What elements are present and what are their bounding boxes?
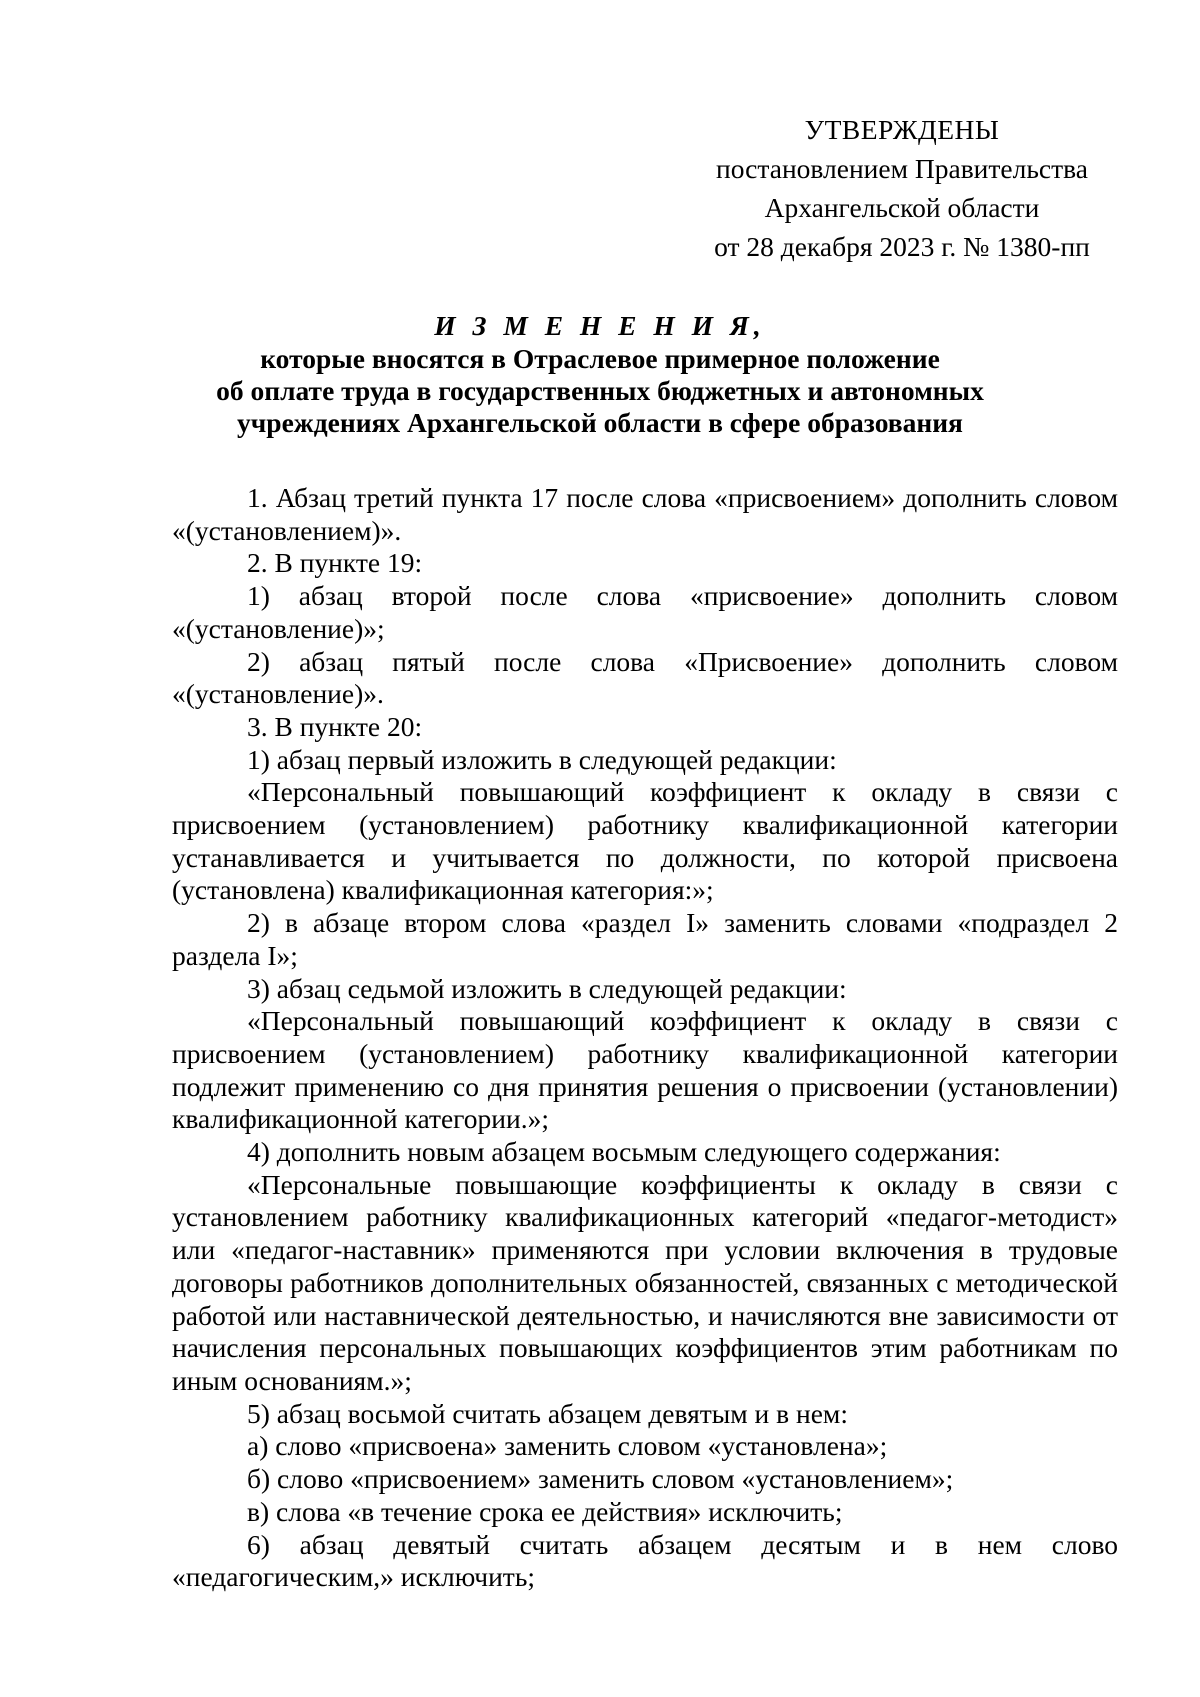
paragraph: а) слово «присвоена» заменить словом «установлена»; <box>247 1430 888 1462</box>
paragraph: 1. Абзац третий пункта 17 после слова «присвоением» дополнить словом «(установлением)». <box>172 482 1118 546</box>
paragraph: «Персональный повышающий коэффициент к окладу в связи с присвоением (установлением) работнику квалификационной категории устанавливается и учитывается по должности, по которой присвоена (установлена) квалификационная категория:»; <box>172 776 1118 906</box>
approval-authority: постановлением Правительства <box>716 153 1088 184</box>
approval-region: Архангельской области <box>764 192 1040 223</box>
paragraph: 5) абзац восьмой считать абзацем девятым и в нем: <box>247 1397 848 1429</box>
approval-stamp <box>682 110 1122 266</box>
paragraph: 3. В пункте 20: <box>247 710 423 742</box>
heading-line-1: которые вносятся в Отраслевое примерное положение <box>260 343 940 374</box>
paragraph: 6) абзац девятый считать абзацем десятым и в нем слово «педагогическим,» исключить; <box>172 1528 1118 1593</box>
paragraph: 2) абзац пятый после слова «Присвоение» дополнить словом «(установление)». <box>172 645 1118 710</box>
paragraph: 1) абзац первый изложить в следующей редакции: <box>247 743 837 775</box>
heading-line-3: учреждениях Архангельской области в сфере образования <box>237 407 963 438</box>
paragraph: в) слова «в течение срока ее действия» исключить; <box>247 1495 843 1527</box>
paragraph: 1) абзац второй после слова «присвоение» дополнить словом «(установление)»; <box>172 580 1118 644</box>
paragraph: «Персональные повышающие коэффициенты к окладу в связи с установлением работнику квалификационных категорий «педагог-методист» или «педагог-наставник» применяются при условии включения в трудовые договоры работников дополнительных обязанностей, связанных с методической работой или наставнической деятельностью, и начисляются вне зависимости от начисления персональных повышающих коэффициентов этим работникам по иным основаниям.»; <box>172 1168 1118 1396</box>
document-heading <box>150 310 1050 439</box>
paragraph: б) слово «присвоением» заменить словом «установлением»; <box>247 1463 954 1495</box>
heading-line-2: об оплате труда в государственных бюджетных и автономных <box>216 375 984 406</box>
paragraph: 2) в абзаце втором слова «раздел I» заменить словами «подраздел 2 раздела I»; <box>172 907 1118 971</box>
document-title: И З М Е Н Е Н И Я, <box>434 310 766 341</box>
approval-date-number: от 28 декабря 2023 г. № 1380-пп <box>714 231 1090 262</box>
paragraph: 3) абзац седьмой изложить в следующей редакции: <box>247 972 847 1004</box>
paragraph: 2. В пункте 19: <box>247 547 423 579</box>
document-body <box>172 482 1118 1594</box>
approval-title: УТВЕРЖДЕНЫ <box>804 114 1000 145</box>
paragraph: 4) дополнить новым абзацем восьмым следующего содержания: <box>247 1136 1001 1168</box>
paragraph: «Персональный повышающий коэффициент к окладу в связи с присвоением (установлением) работнику квалификационной категории подлежит применению со дня принятия решения о присвоении (установлении) квалификационной категории.»; <box>172 1005 1118 1135</box>
